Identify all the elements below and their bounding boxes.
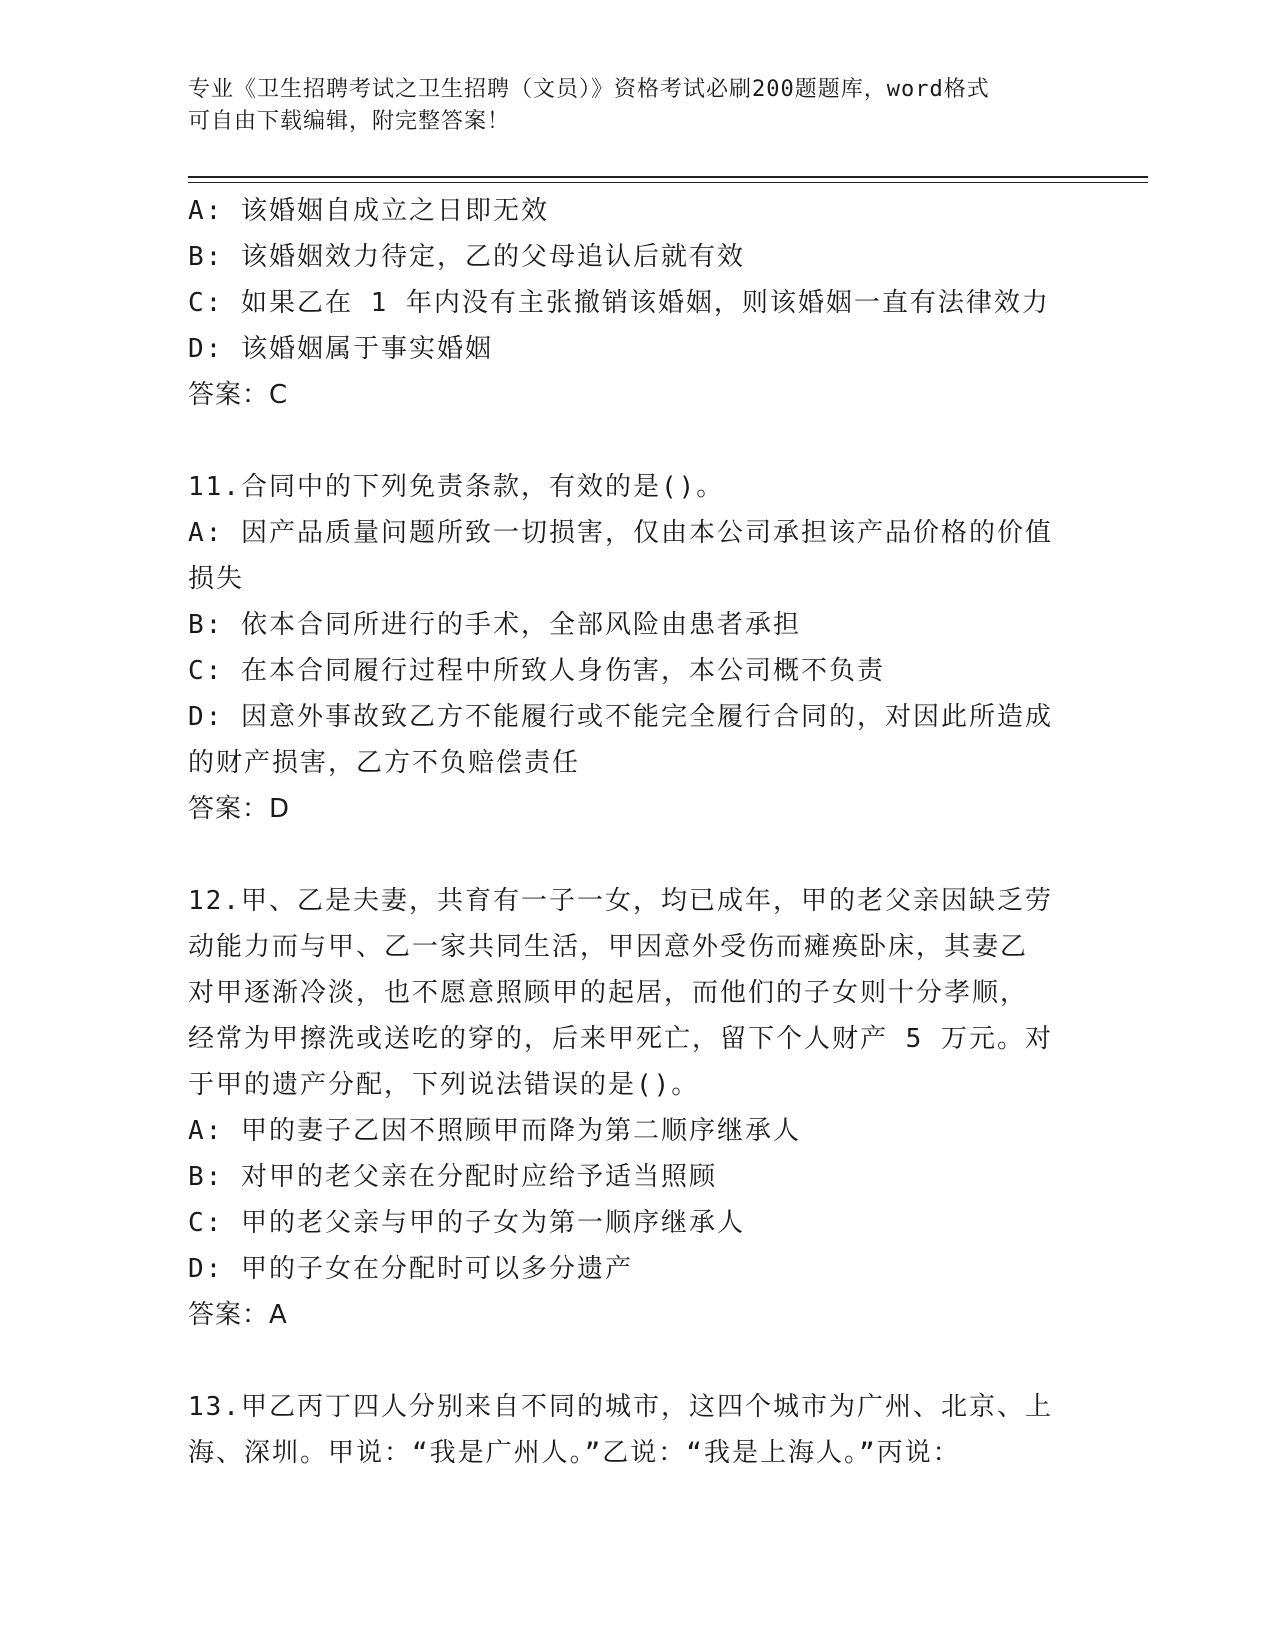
option-c: C: 如果乙在 1 年内没有主张撤销该婚姻，则该婚姻一直有法律效力 [188, 288, 1050, 318]
document-header [188, 74, 1068, 138]
question-stem-line-2: 动能力而与甲、乙一家共同生活，甲因意外受伤而瘫痪卧床，其妻乙 [188, 932, 1029, 962]
spacer [188, 832, 1068, 878]
option-d: D: 甲的子女在分配时可以多分遗产 [188, 1254, 633, 1284]
option-b: B: 对甲的老父亲在分配时应给予适当照顾 [188, 1162, 717, 1192]
question-13 [188, 1384, 1068, 1476]
answer-line: 答案：C [188, 380, 289, 410]
question-list [188, 188, 1068, 1476]
question-11 [188, 464, 1068, 832]
option-a: A: 甲的妻子乙因不照顾甲而降为第二顺序继承人 [188, 1116, 801, 1146]
header-line-1: 专业《卫生招聘考试之卫生招聘（文员）》资格考试必刷200题题库，word格式 [188, 77, 990, 102]
option-a: A: 因产品质量问题所致一切损害，仅由本公司承担该产品价格的价值 [188, 518, 1053, 548]
spacer [188, 418, 1068, 464]
question-stem-line-4: 经常为甲擦洗或送吃的穿的，后来甲死亡，留下个人财产 5 万元。对 [188, 1024, 1053, 1054]
question-stem: 11.合同中的下列免责条款，有效的是()。 [188, 472, 725, 502]
question-12 [188, 878, 1068, 1338]
question-stem-line-5: 于甲的遗产分配，下列说法错误的是()。 [188, 1070, 700, 1100]
option-c: C: 甲的老父亲与甲的子女为第一顺序继承人 [188, 1208, 745, 1238]
spacer [188, 1338, 1068, 1384]
option-b: B: 依本合同所进行的手术，全部风险由患者承担 [188, 610, 801, 640]
option-d: D: 该婚姻属于事实婚姻 [188, 334, 493, 364]
option-c: C: 在本合同履行过程中所致人身伤害，本公司概不负责 [188, 656, 885, 686]
option-d: D: 因意外事故致乙方不能履行或不能完全履行合同的，对因此所造成 [188, 702, 1053, 732]
answer-line: 答案：D [188, 794, 291, 824]
option-d-continued: 的财产损害，乙方不负赔偿责任 [188, 748, 581, 778]
answer-line: 答案：A [188, 1300, 288, 1330]
question-stem-line-1: 13.甲乙丙丁四人分别来自不同的城市，这四个城市为广州、北京、上 [188, 1392, 1053, 1422]
option-b: B: 该婚姻效力待定，乙的父母追认后就有效 [188, 242, 745, 272]
header-divider-thick [188, 176, 1148, 178]
option-a-continued: 损失 [188, 564, 245, 594]
header-divider-thin [188, 182, 1148, 183]
question-stem-line-2: 海、深圳。甲说：“我是广州人。”乙说：“我是上海人。”丙说： [188, 1438, 961, 1468]
question-stem-line-1: 12.甲、乙是夫妻，共育有一子一女，均已成年，甲的老父亲因缺乏劳 [188, 886, 1053, 916]
option-a: A: 该婚姻自成立之日即无效 [188, 196, 549, 226]
header-line-2: 可自由下载编辑，附完整答案！ [188, 109, 511, 134]
question-10 [188, 188, 1068, 418]
question-stem-line-3: 对甲逐渐冷淡，也不愿意照顾甲的起居，而他们的子女则十分孝顺， [188, 978, 1029, 1008]
